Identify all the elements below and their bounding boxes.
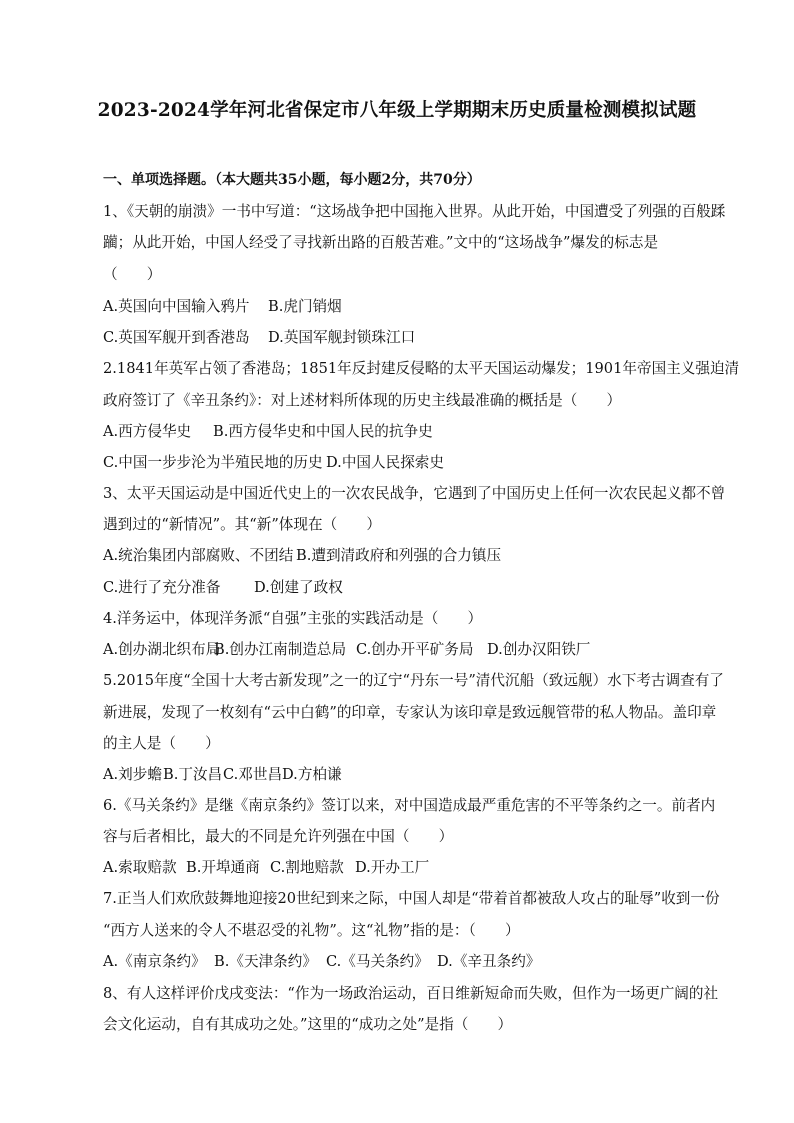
question-1-option-b: B.虎门销烟 [268,298,342,315]
question-7-option-c: C.《马关条约》 [326,953,429,970]
question-2-option-a: A.西方侵华史 [103,423,192,440]
question-6-option-a: A.索取赔款 [103,859,177,876]
question-6-option-b: B.开埠通商 [186,859,260,876]
question-5-line-1: 5.2015年度“全国十大考古新发现”之一的辽宁“丹东一号”清代沉船（致远舰）水下考古调查有了 [103,672,724,689]
question-7-option-a: A.《南京条约》 [103,953,206,970]
question-5-option-c: C.邓世昌 [223,766,283,783]
question-2-option-c: C.中国一步步沦为半殖民地的历史 [103,454,323,471]
question-1-line-1: 1、《天朝的崩溃》一书中写道：“这场战争把中国拖入世界。从此开始，中国遭受了列强的百般蹂 [103,203,726,220]
question-7-option-b: B.《天津条约》 [214,953,317,970]
section-heading: 一、单项选择题。（本大题共35小题，每小题2分，共70分） [103,172,481,188]
question-3-option-b: B.遭到清政府和列强的合力镇压 [296,547,502,564]
question-6-line-2: 容与后者相比，最大的不同是允许列强在中国（ ） [103,828,454,845]
question-3-option-d: D.创建了政权 [254,579,343,596]
question-3-line-1: 3、太平天国运动是中国近代史上的一次农民战争，它遇到了中国历史上任何一次农民起义都不曾 [103,485,726,502]
question-1-line-2: 躏；从此开始，中国人经受了寻找新出路的百般苦难。”文中的“这场战争”爆发的标志是 [103,234,659,251]
question-6-option-c: C.割地赔款 [270,859,344,876]
question-1-option-d: D.英国军舰封锁珠江口 [268,329,416,346]
question-5-option-a: A.刘步蟾 [103,766,162,783]
question-4-option-a: A.创办湖北织布局 [103,641,221,658]
question-2-line-2: 政府签订了《辛丑条约》：对上述材料所体现的历史主线最准确的概括是（ ） [103,392,622,409]
question-7-line-1: 7.正当人们欢欣鼓舞地迎接20世纪到来之际，中国人却是“带着首都被敌人攻占的耻辱”收到一份 [103,890,720,907]
question-8-line-1: 8、有人这样评价戊戌变法：“作为一场政治运动，百日维新短命而失败，但作为一场更广阔的社 [103,985,719,1002]
question-7-option-d: D.《辛丑条约》 [437,953,541,970]
question-2-option-d: D.中国人民探索史 [326,454,444,471]
question-2-option-b: B.西方侵华史和中国人民的抗争史 [213,423,433,440]
question-4-line-1: 4.洋务运中，体现洋务派“自强”主张的实践活动是（ ） [103,610,483,627]
question-4-option-c: C.创办开平矿务局 [356,641,474,658]
question-4-option-b: B.创办江南制造总局 [214,641,347,658]
question-1-option-a: A.英国向中国输入鸦片 [103,298,250,315]
question-5-option-b: B.丁汝昌 [163,766,223,783]
exam-title: 2023-2024学年河北省保定市八年级上学期期末历史质量检测模拟试题 [97,100,697,121]
question-6-line-1: 6.《马关条约》是继《南京条约》签订以来，对中国造成最严重危害的不平等条约之一。前者内 [103,797,716,814]
question-1-line-3: （ ） [103,266,162,283]
question-4-option-d: D.创办汉阳铁厂 [487,641,591,658]
question-2-line-1: 2.1841年英军占领了香港岛；1851年反封建反侵略的太平天国运动爆发；1901年帝国主义强迫清 [103,360,740,377]
question-5-line-3: 的主人是（ ） [103,735,220,752]
question-5-option-d: D.方柏谦 [282,766,342,783]
question-5-line-2: 新进展，发现了一枚刻有“云中白鹤”的印章，专家认为该印章是致远舰管带的私人物品。盖印章 [103,704,717,721]
question-3-option-c: C.进行了充分准备 [103,579,221,596]
question-6-option-d: D.开办工厂 [355,859,430,876]
question-3-line-2: 遇到过的“新情况”。其“新”体现在（ ） [103,516,381,533]
question-1-option-c: C.英国军舰开到香港岛 [103,329,250,346]
question-7-line-2: “西方人送来的令人不堪忍受的礼物”。这“礼物”指的是：（ ） [103,922,520,939]
question-8-line-2: 会文化运动，自有其成功之处。”这里的“成功之处”是指（ ） [103,1016,513,1033]
question-3-option-a: A.统治集团内部腐败、不团结 [103,547,294,564]
